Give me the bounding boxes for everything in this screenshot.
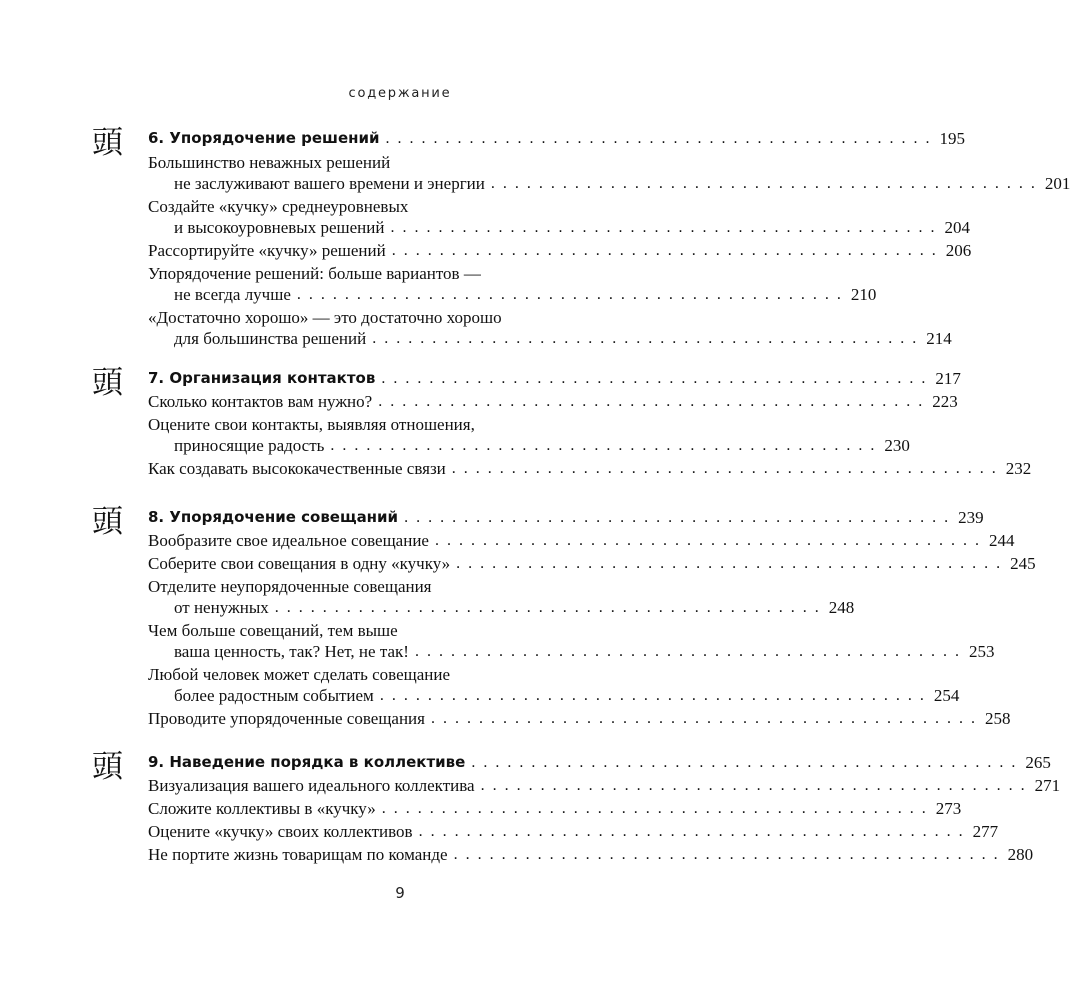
page-ref: 254 (933, 686, 960, 705)
toc-entry[interactable] (148, 664, 960, 706)
page-ref: 230 (884, 436, 910, 455)
chapter-head-glyph-icon: 頭 (92, 125, 123, 161)
entry-line: Проводите упорядоченные совещания (148, 709, 425, 728)
entry-line: не заслуживают вашего времени и энергии (174, 174, 485, 193)
entry-line: от ненужных (174, 598, 269, 617)
toc-entry[interactable] (148, 576, 855, 618)
entry-line: Как создавать высококачественные связи (148, 459, 446, 478)
dot-leader: .............................................. (274, 599, 827, 616)
toc-entry[interactable] (148, 414, 910, 456)
toc-entry[interactable] (148, 530, 1015, 551)
dot-leader: .............................................. (480, 777, 1033, 794)
chapter-title: 7. Организация контактов (148, 369, 376, 387)
dot-leader: .............................................. (381, 370, 934, 387)
dot-leader: .............................................. (490, 175, 1043, 192)
dot-leader: .............................................. (418, 823, 971, 840)
dot-leader: .............................................. (330, 437, 883, 454)
page-ref: 201 (1044, 174, 1070, 193)
entry-line: и высокоуровневых решений (174, 218, 385, 237)
page-ref: 277 (972, 822, 999, 841)
page-ref: 248 (828, 598, 855, 617)
entry-line: Большинство неважных решений (148, 153, 391, 172)
toc-entry[interactable] (148, 821, 999, 842)
chapter-title: 8. Упорядочение совещаний (148, 508, 399, 526)
dot-leader: .............................................. (391, 242, 944, 259)
page-ref: 258 (984, 709, 1011, 728)
entry-line: приносящие радость (174, 436, 325, 455)
page-ref: 232 (1005, 459, 1032, 478)
toc-entry[interactable] (148, 620, 995, 662)
dot-leader: .............................................. (453, 846, 1006, 863)
page-ref: 271 (1034, 776, 1061, 795)
chapter-head-glyph-icon: 頭 (92, 504, 123, 540)
entry-line: Любой человек может сделать совещание (148, 665, 451, 684)
page-ref: 273 (935, 799, 962, 818)
dot-leader: .............................................. (456, 555, 1009, 572)
toc-entry[interactable] (148, 240, 972, 261)
entry-line: Чем больше совещаний, тем выше (148, 621, 398, 640)
toc-entry[interactable] (148, 152, 1070, 194)
page-ref: 217 (935, 369, 961, 388)
page-ref: 239 (958, 508, 984, 527)
entry-line: Отделите неупорядоченные совещания (148, 577, 432, 596)
toc-entry[interactable] (148, 307, 952, 349)
entry-line: Сколько контактов вам нужно? (148, 392, 373, 411)
entry-line: ваша ценность, так? Нет, не так! (174, 642, 409, 661)
chapter-head-glyph-icon: 頭 (92, 365, 123, 401)
entry-line: Упорядочение решений: больше вариантов — (148, 264, 481, 283)
entry-line: «Достаточно хорошо» — это достаточно хорошо (148, 308, 502, 327)
dot-leader: .............................................. (404, 509, 957, 526)
chapter-title: 6. Упорядочение решений (148, 129, 380, 147)
page-ref: 195 (939, 129, 966, 148)
page-ref: 265 (1025, 753, 1051, 772)
chapter-title-entry[interactable] (148, 752, 1051, 773)
entry-line: Визуализация вашего идеального коллектива (148, 776, 475, 795)
toc-entry[interactable] (148, 844, 1034, 865)
chapter-head-glyph-icon: 頭 (92, 749, 123, 785)
chapter-title: 9. Наведение порядка в коллективе (148, 753, 466, 771)
dot-leader: .............................................. (451, 460, 1004, 477)
entry-line: Оцените свои контакты, выявляя отношения, (148, 415, 475, 434)
dot-leader: .............................................. (372, 330, 925, 347)
page-ref: 206 (945, 241, 972, 260)
entry-line: более радостным событием (174, 686, 374, 705)
entry-line: не всегда лучше (174, 285, 291, 304)
dot-leader: .............................................. (471, 754, 1024, 771)
dot-leader: .............................................. (430, 710, 983, 727)
dot-leader: .............................................. (379, 687, 932, 704)
dot-leader: .............................................. (434, 532, 987, 549)
dot-leader: .............................................. (296, 286, 849, 303)
dot-leader: .............................................. (378, 393, 931, 410)
chapter-title-entry[interactable] (148, 507, 984, 528)
dot-leader: .............................................. (390, 219, 943, 236)
toc-entry[interactable] (148, 391, 958, 412)
chapter-title-entry[interactable] (148, 368, 961, 389)
page-number: 9 (395, 884, 405, 902)
toc-entry[interactable] (148, 553, 1036, 574)
page-ref: 253 (968, 642, 995, 661)
dot-leader: .............................................. (385, 130, 938, 147)
dot-leader: .............................................. (414, 643, 967, 660)
entry-line: для большинства решений (174, 329, 367, 348)
page-ref: 244 (988, 531, 1015, 550)
entry-line: Вообразите свое идеальное совещание (148, 531, 429, 550)
entry-line: Соберите свои совещания в одну «кучку» (148, 554, 451, 573)
entry-line: Создайте «кучку» среднеуровневых (148, 197, 409, 216)
dot-leader: .............................................. (381, 800, 934, 817)
chapter-title-entry[interactable] (148, 128, 966, 149)
toc-entry[interactable] (148, 263, 877, 305)
entry-line: Рассортируйте «кучку» решений (148, 241, 386, 260)
page-header: содержание (348, 86, 452, 101)
toc-entry[interactable] (148, 798, 962, 819)
page-ref: 223 (932, 392, 958, 411)
page-ref: 245 (1010, 554, 1036, 573)
entry-line: Не портите жизнь товарищам по команде (148, 845, 448, 864)
toc-entry[interactable] (148, 458, 1032, 479)
entry-line: Сложите коллективы в «кучку» (148, 799, 376, 818)
toc-entry[interactable] (148, 708, 1011, 729)
toc-entry[interactable] (148, 196, 970, 238)
toc-entry[interactable] (148, 775, 1061, 796)
page-ref: 204 (944, 218, 970, 237)
page-ref: 214 (926, 329, 952, 348)
entry-line: Оцените «кучку» своих коллективов (148, 822, 413, 841)
page-ref: 280 (1007, 845, 1034, 864)
page-ref: 210 (850, 285, 877, 304)
